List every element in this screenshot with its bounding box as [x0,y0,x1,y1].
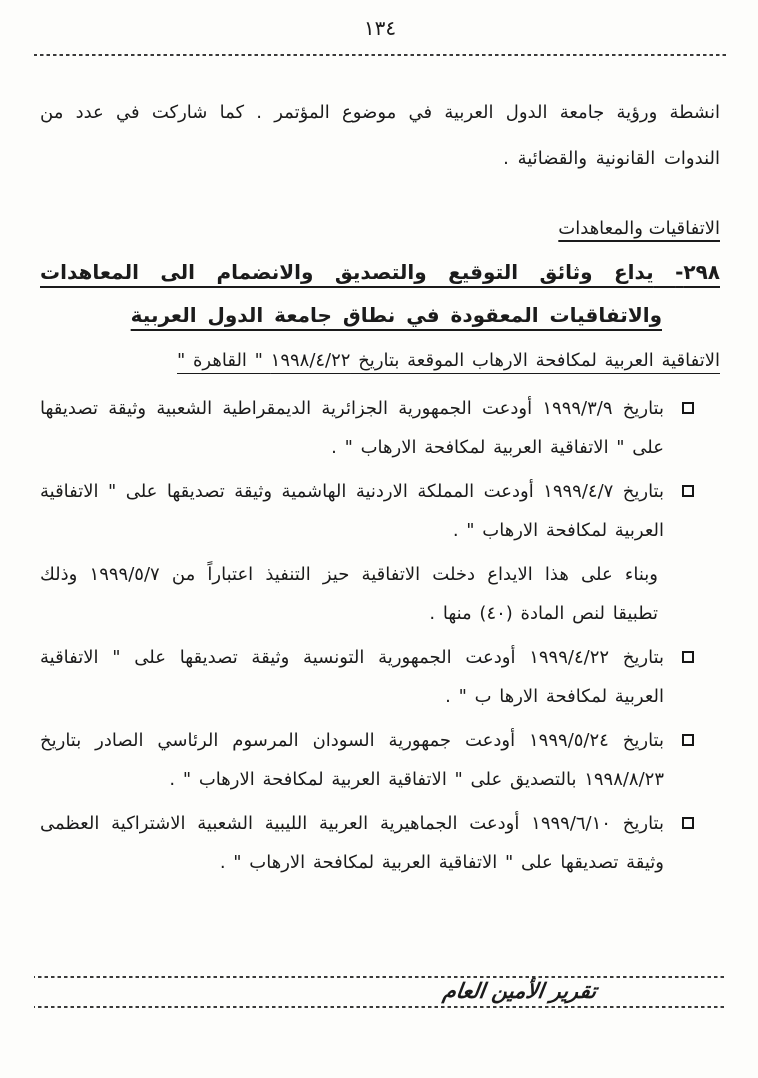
footer-divider-top [34,976,724,978]
page-number: ١٣٤ [363,16,397,40]
entry-into-force-note: وبناء على هذا الايداع دخلت الاتفاقية حيز التنفيذ اعتباراً من ١٩٩٩/٥/٧ وذلك تطبيقا لنص المادة (٤٠) منها . [40,564,658,624]
list-item-tunisia [40,638,720,716]
top-divider [34,54,726,56]
square-bullet-icon [682,402,694,414]
list-item-text: بتاريخ ١٩٩٩/٤/٧ أودعت المملكة الاردنية الهاشمية وثيقة تصديقها على " الاتفاقية العربية لمكافحة الارهاب " . [40,481,664,541]
list-item-algeria [40,389,720,467]
section-title: الاتفاقيات والمعاهدات [558,218,720,239]
item-number: ٢٩٨- [675,260,720,284]
list-item-text: بتاريخ ١٩٩٩/٤/٢٢ أودعت الجمهورية التونسية وثيقة تصديقها على " الاتفاقية العربية لمكافحة الارها ب " . [40,647,665,707]
intro-paragraph: انشطة ورؤية جامعة الدول العربية في موضوع المؤتمر . كما شاركت في عدد من الندوات القانونية والقضائية . [40,102,720,169]
list-item-libya [40,804,720,882]
deposit-list [40,389,720,882]
square-bullet-icon [682,817,694,829]
footer-divider-bottom [34,1006,724,1008]
square-bullet-icon [682,485,694,497]
square-bullet-icon [682,734,694,746]
list-item-text: بتاريخ ١٩٩٩/٥/٢٤ أودعت جمهورية السودان المرسوم الرئاسي الصادر بتاريخ ١٩٩٨/٨/٢٣ بالتصديق على " الاتفاقية العربية لمكافحة الارهاب " . [40,730,664,790]
signature [34,979,724,1004]
square-bullet-icon [682,651,694,663]
list-item-sudan [40,721,720,799]
convention-subtitle: الاتفاقية العربية لمكافحة الارهاب الموقعة بتاريخ ١٩٩٨/٤/٢٢ " القاهرة " [177,350,720,371]
page-footer [34,976,724,1008]
signature-text: تقرير الأمين العام [441,979,598,1003]
list-item-jordan [40,472,720,550]
list-item-text: بتاريخ ١٩٩٩/٣/٩ أودعت الجمهورية الجزائرية الديمقراطية الشعبية وثيقة تصديقها على " الاتفاقية العربية لمكافحة الارهاب " . [40,398,664,458]
item-heading [40,251,720,337]
item-title: يداع وثائق التوقيع والتصديق والانضمام الى المعاهدات والاتفاقيات المعقودة في نطاق جامعة الدول العربية [40,260,662,327]
list-item-text: بتاريخ ١٩٩٩/٦/١٠ أودعت الجماهيرية العربية الليبية الشعبية الاشتراكية العظمى وثيقة تصديقها على " الاتفاقية العربية لمكافحة الارهاب " . [40,813,664,873]
